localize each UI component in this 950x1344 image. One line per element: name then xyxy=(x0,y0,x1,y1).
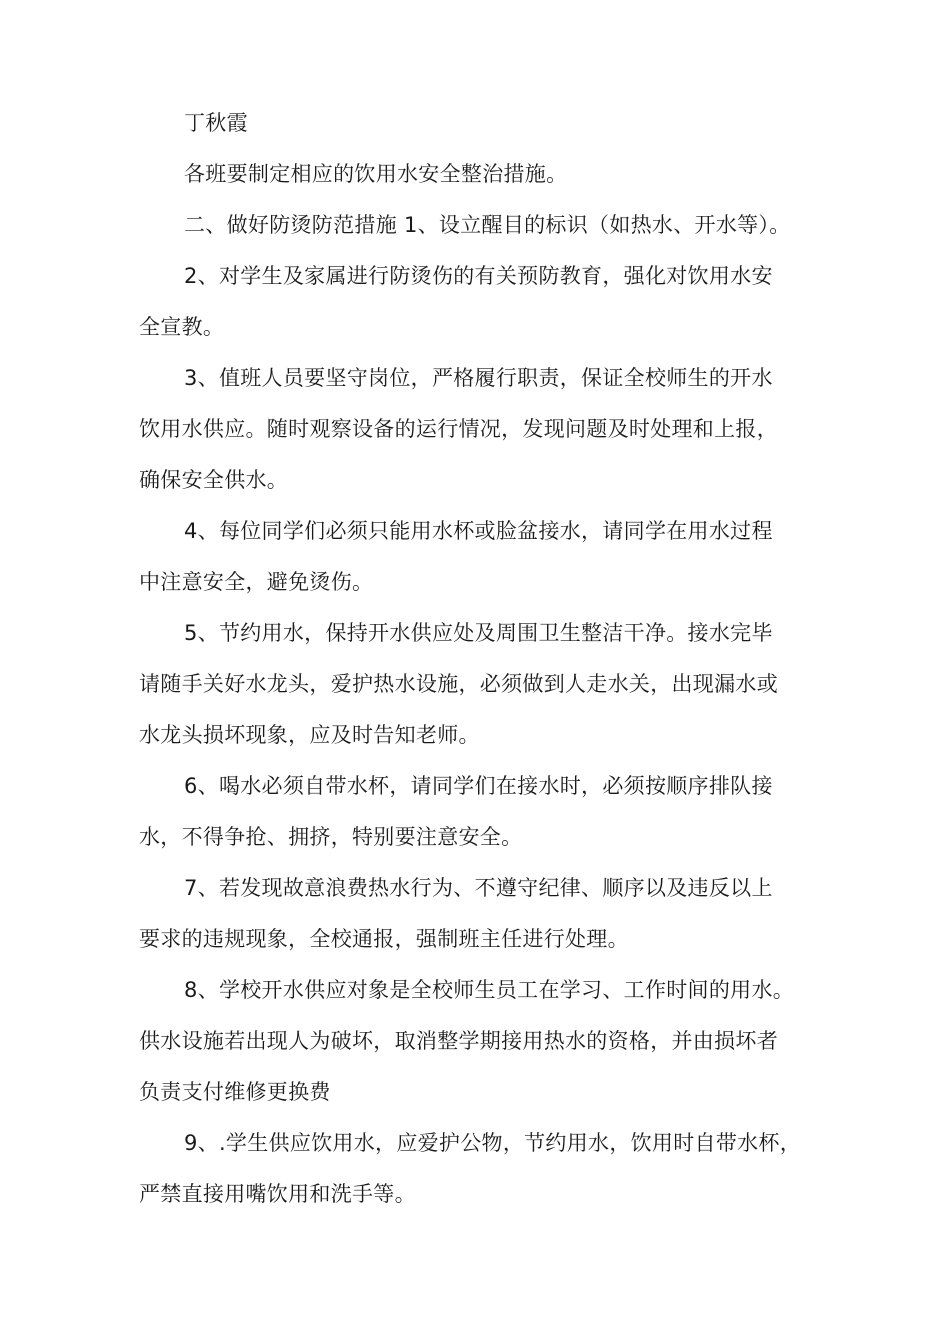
text-line: 5、节约用水，保持开水供应处及周围卫生整洁干净。接水完毕 xyxy=(184,621,773,645)
text-line: 负责支付维修更换费 xyxy=(139,1080,331,1104)
text-line: 中注意安全，避免烫伤。 xyxy=(139,570,374,594)
paragraph xyxy=(139,149,819,200)
text-line: 3、值班人员要坚守岗位，严格履行职责，保证全校师生的开水 xyxy=(184,366,773,390)
paragraph xyxy=(139,353,819,506)
text-line: 7、若发现故意浪费热水行为、不遵守纪律、顺序以及违反以上 xyxy=(184,876,773,900)
text-line: 8、学校开水供应对象是全校师生员工在学习、工作时间的用水。 xyxy=(184,978,795,1002)
document-body xyxy=(139,98,819,1220)
text-line: 4、每位同学们必须只能用水杯或脸盆接水，请同学在用水过程 xyxy=(184,519,773,543)
text-line: 2、对学生及家属进行防烫伤的有关预防教育，强化对饮用水安 xyxy=(184,264,773,288)
text-line: 全宣教。 xyxy=(139,315,225,339)
paragraph xyxy=(139,200,819,251)
text-line: 丁秋霞 xyxy=(184,111,248,135)
text-line: 水，不得争抢、拥挤，特别要注意安全。 xyxy=(139,825,523,849)
text-line: 6、喝水必须自带水杯，请同学们在接水时，必须按顺序排队接 xyxy=(184,774,773,798)
text-line: 供水设施若出现人为破坏，取消整学期接用热水的资格，并由损坏者 xyxy=(139,1029,778,1053)
paragraph xyxy=(139,761,819,863)
text-line: 饮用水供应。随时观察设备的运行情况，发现问题及时处理和上报， xyxy=(139,417,778,441)
paragraph xyxy=(139,863,819,965)
text-line: 水龙头损坏现象，应及时告知老师。 xyxy=(139,723,480,747)
text-line: 各班要制定相应的饮用水安全整治措施。 xyxy=(184,162,568,186)
paragraph xyxy=(139,251,819,353)
text-line: 要求的违规现象，全校通报，强制班主任进行处理。 xyxy=(139,927,629,951)
text-line: 二、做好防烫防范措施 1、设立醒目的标识（如热水、开水等）。 xyxy=(184,213,791,237)
paragraph xyxy=(139,1118,819,1220)
text-line: 严禁直接用嘴饮用和洗手等。 xyxy=(139,1182,416,1206)
text-line: 请随手关好水龙头，爱护热水设施，必须做到人走水关，出现漏水或 xyxy=(139,672,778,696)
text-line: 确保安全供水。 xyxy=(139,468,289,492)
paragraph xyxy=(139,98,819,149)
paragraph xyxy=(139,608,819,761)
paragraph xyxy=(139,965,819,1118)
paragraph xyxy=(139,506,819,608)
text-line: 9、.学生供应饮用水，应爱护公物，节约用水，饮用时自带水杯， xyxy=(184,1131,802,1155)
